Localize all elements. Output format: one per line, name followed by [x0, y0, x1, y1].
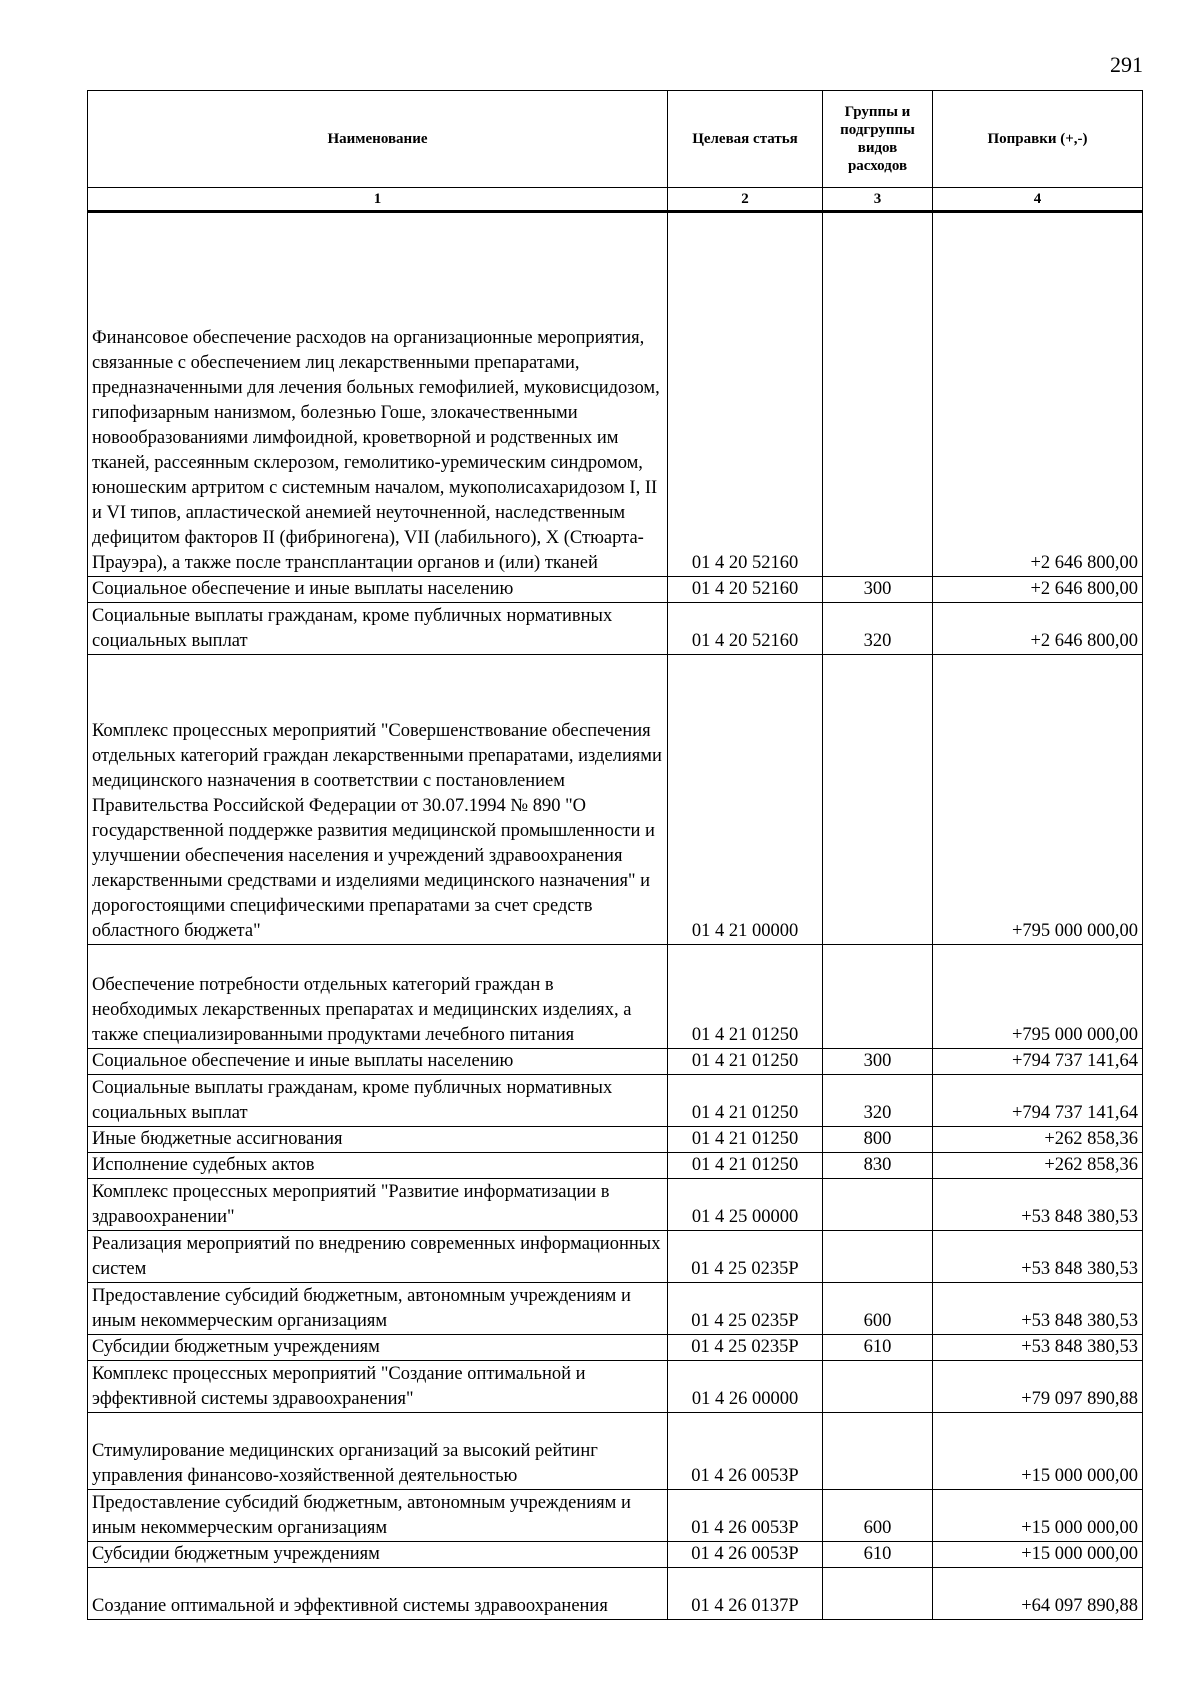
row-code: 01 4 21 01250 [668, 1153, 823, 1179]
table-row [88, 1413, 1143, 1490]
row-amount: +15 000 000,00 [933, 1542, 1143, 1568]
row-group: 800 [823, 1127, 933, 1153]
row-amount: +795 000 000,00 [933, 655, 1143, 945]
table-row [88, 1179, 1143, 1231]
row-code: 01 4 26 0137Р [668, 1568, 823, 1620]
row-group: 600 [823, 1283, 933, 1335]
row-name: Предоставление субсидий бюджетным, автономным учреждениям и иным некоммерческим организациям [88, 1490, 668, 1542]
table-row [88, 1153, 1143, 1179]
row-code: 01 4 26 0053Р [668, 1542, 823, 1568]
row-name: Социальные выплаты гражданам, кроме публичных нормативных социальных выплат [88, 603, 668, 655]
row-name: Реализация мероприятий по внедрению современных информационных систем [88, 1231, 668, 1283]
row-name: Предоставление субсидий бюджетным, автономным учреждениям и иным некоммерческим организациям [88, 1283, 668, 1335]
row-code: 01 4 20 52160 [668, 577, 823, 603]
row-group: 610 [823, 1542, 933, 1568]
table-row [88, 1542, 1143, 1568]
row-amount: +53 848 380,53 [933, 1179, 1143, 1231]
row-amount: +262 858,36 [933, 1153, 1143, 1179]
table-row [88, 1568, 1143, 1620]
header-amount: Поправки (+,-) [933, 91, 1143, 188]
row-group [823, 212, 933, 577]
row-amount: +64 097 890,88 [933, 1568, 1143, 1620]
row-name: Исполнение судебных актов [88, 1153, 668, 1179]
row-name: Комплекс процессных мероприятий "Создание оптимальной и эффективной системы здравоохранения" [88, 1361, 668, 1413]
row-name: Финансовое обеспечение расходов на организационные мероприятия, связанные с обеспечением лиц лекарственными препаратами, предназначенными для лечения больных гемофилией, муковисцидозом, гипофизарным нанизмом, болезнью Гоше, злокачественными новообразованиями лимфоидной, кроветворной и родственных им тканей, рассеянным склерозом, гемолитико-уремическим синдромом, юношеским артритом с системным началом, мукополисахаридозом I, II и VI типов, апластической анемией неуточненной, наследственным дефицитом факторов II (фибриногена), VII (лабильного), X (Стюарта-Прауэра), а также после трансплантации органов и (или) тканей [88, 212, 668, 577]
row-name: Создание оптимальной и эффективной системы здравоохранения [88, 1568, 668, 1620]
row-name: Субсидии бюджетным учреждениям [88, 1542, 668, 1568]
row-group [823, 1231, 933, 1283]
row-amount: +15 000 000,00 [933, 1490, 1143, 1542]
row-code: 01 4 21 01250 [668, 1127, 823, 1153]
column-number: 4 [933, 188, 1143, 212]
table-row [88, 212, 1143, 577]
row-code: 01 4 25 00000 [668, 1179, 823, 1231]
row-code: 01 4 20 52160 [668, 603, 823, 655]
row-group: 600 [823, 1490, 933, 1542]
table-row [88, 945, 1143, 1049]
row-code: 01 4 21 01250 [668, 1049, 823, 1075]
row-code: 01 4 26 0053Р [668, 1413, 823, 1490]
row-group [823, 945, 933, 1049]
header-code: Целевая статья [668, 91, 823, 188]
table-row [88, 603, 1143, 655]
row-code: 01 4 26 0053Р [668, 1490, 823, 1542]
row-code: 01 4 25 0235Р [668, 1335, 823, 1361]
row-name: Стимулирование медицинских организаций за высокий рейтинг управления финансово-хозяйственной деятельностью [88, 1413, 668, 1490]
row-group [823, 1361, 933, 1413]
row-amount: +794 737 141,64 [933, 1075, 1143, 1127]
row-name: Обеспечение потребности отдельных категорий граждан в необходимых лекарственных препаратах и медицинских изделиях, а также специализированными продуктами лечебного питания [88, 945, 668, 1049]
row-name: Иные бюджетные ассигнования [88, 1127, 668, 1153]
column-number: 3 [823, 188, 933, 212]
row-code: 01 4 20 52160 [668, 212, 823, 577]
table-row [88, 577, 1143, 603]
row-name: Субсидии бюджетным учреждениям [88, 1335, 668, 1361]
row-code: 01 4 21 01250 [668, 1075, 823, 1127]
row-group: 830 [823, 1153, 933, 1179]
row-group: 320 [823, 1075, 933, 1127]
header-row [88, 91, 1143, 188]
row-amount: +79 097 890,88 [933, 1361, 1143, 1413]
row-code: 01 4 21 01250 [668, 945, 823, 1049]
row-group [823, 1179, 933, 1231]
row-group [823, 1568, 933, 1620]
row-code: 01 4 26 00000 [668, 1361, 823, 1413]
budget-amendments-table [87, 90, 1143, 1620]
table-row [88, 1361, 1143, 1413]
page-number: 291 [1110, 52, 1143, 77]
row-group: 320 [823, 603, 933, 655]
table-row [88, 1127, 1143, 1153]
header-name: Наименование [88, 91, 668, 188]
row-code: 01 4 21 00000 [668, 655, 823, 945]
row-amount: +795 000 000,00 [933, 945, 1143, 1049]
row-amount: +15 000 000,00 [933, 1413, 1143, 1490]
row-amount: +262 858,36 [933, 1127, 1143, 1153]
row-name: Комплекс процессных мероприятий "Развитие информатизации в здравоохранении" [88, 1179, 668, 1231]
row-amount: +53 848 380,53 [933, 1231, 1143, 1283]
row-amount: +53 848 380,53 [933, 1283, 1143, 1335]
row-code: 01 4 25 0235Р [668, 1283, 823, 1335]
row-amount: +794 737 141,64 [933, 1049, 1143, 1075]
header-group: Группы и подгруппы видов расходов [823, 91, 933, 188]
table-row [88, 1049, 1143, 1075]
row-group: 300 [823, 577, 933, 603]
row-group [823, 655, 933, 945]
row-group [823, 1413, 933, 1490]
column-number: 2 [668, 188, 823, 212]
row-group: 610 [823, 1335, 933, 1361]
row-amount: +2 646 800,00 [933, 212, 1143, 577]
column-number: 1 [88, 188, 668, 212]
row-name: Комплекс процессных мероприятий "Совершенствование обеспечения отдельных категорий граждан лекарственными препаратами, изделиями медицинского назначения в соответствии с постановлением Правительства Российской Федерации от 30.07.1994 № 890 "О государственной поддержке развития медицинской промышленности и улучшении обеспечения населения и учреждений здравоохранения лекарственными средствами и изделиями медицинского назначения" и дорогостоящими специфическими препаратами за счет средств областного бюджета" [88, 655, 668, 945]
table-row [88, 1283, 1143, 1335]
row-name: Социальное обеспечение и иные выплаты населению [88, 1049, 668, 1075]
row-name: Социальные выплаты гражданам, кроме публичных нормативных социальных выплат [88, 1075, 668, 1127]
table-row [88, 1490, 1143, 1542]
table-row [88, 1335, 1143, 1361]
table-row [88, 1075, 1143, 1127]
row-amount: +53 848 380,53 [933, 1335, 1143, 1361]
row-amount: +2 646 800,00 [933, 603, 1143, 655]
row-name: Социальное обеспечение и иные выплаты населению [88, 577, 668, 603]
table-row [88, 655, 1143, 945]
row-code: 01 4 25 0235Р [668, 1231, 823, 1283]
column-number-row [88, 188, 1143, 212]
row-group: 300 [823, 1049, 933, 1075]
row-amount: +2 646 800,00 [933, 577, 1143, 603]
table-row [88, 1231, 1143, 1283]
